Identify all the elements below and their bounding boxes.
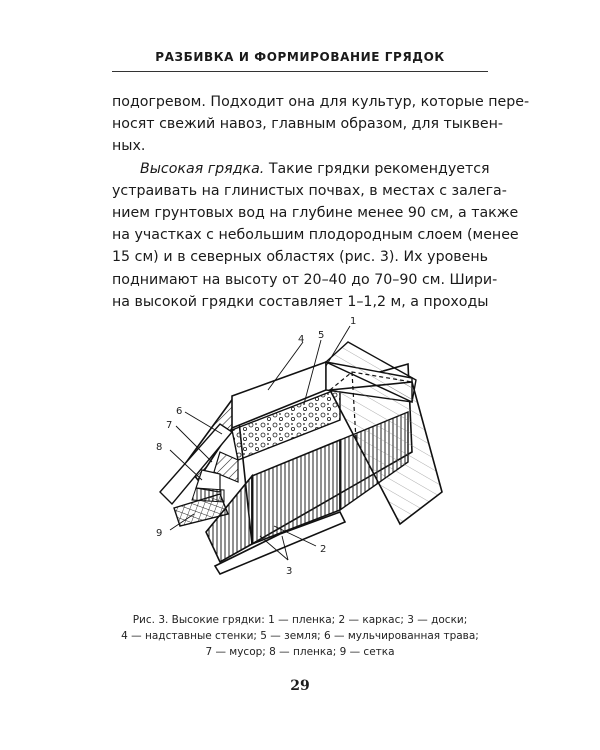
body-text: [112, 91, 530, 313]
callout-label: 4: [298, 334, 305, 345]
text-line: устраивать на глинистых почвах, в местах с залега-: [112, 182, 507, 199]
text-line: на участках с небольшим плодородным слоем (менее: [112, 227, 519, 244]
text-run: Такие грядки рекомендуется: [264, 160, 490, 177]
callout-label: 1: [350, 316, 357, 327]
text-line: подогревом. Подходит она для культур, которые пере-: [112, 94, 530, 110]
callout-label: 5: [318, 330, 325, 341]
text-line: 15 см) и в северных областях (рис. 3). Их уровень: [112, 249, 488, 266]
callout-label: 8: [156, 442, 163, 453]
section-run-in-heading: Высокая грядка.: [140, 160, 265, 177]
callout-label: 9: [156, 528, 163, 539]
text-line: поднимают на высоту от 20–40 до 70–90 см. Шири-: [112, 271, 498, 288]
callout-label: 3: [286, 566, 293, 577]
raised-bed-illustration: [140, 312, 460, 584]
callout-label: 6: [176, 406, 183, 417]
text-line: носят свежий навоз, главным образом, для тыквен-: [112, 116, 504, 133]
text-line: ных.: [112, 138, 146, 155]
header-rule: [112, 71, 488, 72]
running-head: РАЗБИВКА И ФОРМИРОВАНИЕ ГРЯДОК: [155, 50, 445, 64]
callout-label: 2: [320, 544, 327, 555]
text-line: нием грунтовых вод на глубине менее 90 см, а также: [112, 204, 519, 221]
figure-caption: [100, 612, 500, 660]
callout-label: 7: [166, 420, 173, 431]
caption-line: 4 — надставные стенки; 5 — земля; 6 — мульчированная трава;: [121, 630, 479, 642]
caption-line: 7 — мусор; 8 — пленка; 9 — сетка: [205, 646, 395, 658]
text-line: [112, 158, 488, 180]
text-line: на высокой грядки составляет 1–1,2 м, а проходы: [112, 293, 489, 310]
page-number: 29: [290, 678, 310, 694]
caption-line: Рис. 3. Высокие грядки: 1 — пленка; 2 — каркас; 3 — доски;: [132, 614, 468, 626]
